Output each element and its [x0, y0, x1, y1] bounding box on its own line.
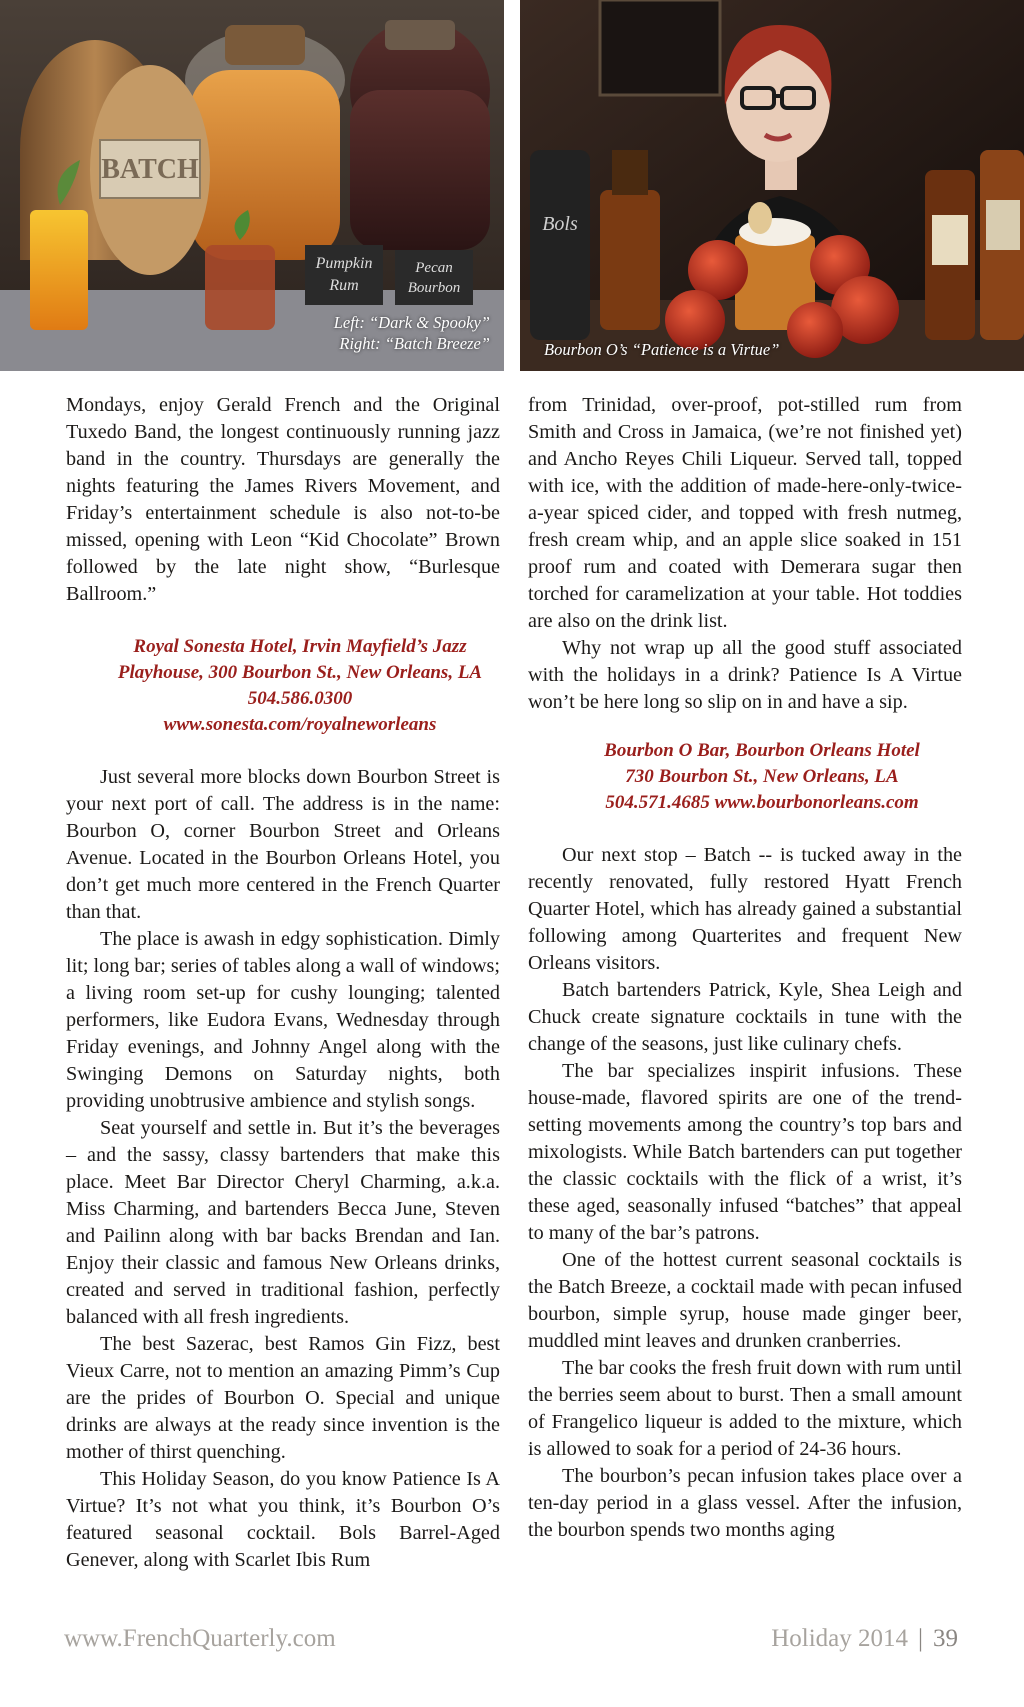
caption-left-line2: Right: “Batch Breeze”	[339, 334, 490, 353]
sign-pecan-line2: Bourbon	[407, 280, 461, 296]
photo-batch-cocktails	[0, 0, 504, 371]
venue-royal-sonesta-phone: 504.586.0300	[247, 688, 353, 709]
footer-issue-page	[771, 1625, 958, 1653]
venue-royal-sonesta-line2: Playhouse, 300 Bourbon St., New Orleans, LA	[117, 662, 483, 683]
venue-royal-sonesta-line1: Royal Sonesta Hotel, Irvin Mayfield’s Jazz	[133, 636, 467, 657]
paragraph: Mondays, enjoy Gerald French and the Original Tuxedo Band, the longest continuously running jazz band in the country. Thursdays are generally the nights featuring the James Rivers Movement, and Friday’s entertainment schedule is also not-to-be missed, opening with Leon “Kid Chocolate” Brown followed by the late night show, “Burlesque Ballroom.”	[66, 394, 500, 605]
paragraph: Seat yourself and settle in. But it’s the beverages – and the sassy, classy bartenders that make this place. Meet Bar Director Cheryl Charming, a.k.a. Miss Charming, and bartenders Becca June, Steven and Pailinn along with bar backs Brendan and Ian. Enjoy their classic and famous New Orleans drinks, created and served in traditional fashion, perfectly balanced with all fresh ingredients.	[66, 1117, 500, 1328]
footer-issue: Holiday 2014	[771, 1625, 908, 1652]
paragraph: Our next stop – Batch -- is tucked away in the recently renovated, fully restored Hyatt French Quarter Hotel, which has already gained a substantial following among Quarterites and frequent New Orleans visitors.	[528, 844, 962, 974]
page-number: 39	[933, 1625, 958, 1652]
article-right-column	[528, 392, 962, 1544]
paragraph: Just several more blocks down Bourbon Street is your next port of call. The address is in the name: Bourbon O, corner Bourbon Street and Orleans Avenue. Located in the Bourbon Orleans Hotel, you don’t get much more centered in the French Quarter than that.	[66, 766, 500, 923]
paragraph: The bar cooks the fresh fruit down with rum until the berries seem about to burst. Then a small amount of Frangelico liqueur is added to the mixture, which is allowed to soak for a period of 24-36 hours.	[528, 1357, 962, 1460]
venue-bourbon-o-contact[interactable]: 504.571.4685 www.bourbonorleans.com	[605, 792, 919, 813]
paragraph: The bar specializes inspirit infusions. These house-made, flavored spirits are one of the trend-setting movements among the country’s top bars and mixologists. While Batch bartenders can put together the classic cocktails with the flick of a wrist, it’s these aged, seasonally infused “batches” that appeal to many of the bar’s patrons.	[528, 1060, 962, 1244]
photo-left-caption	[334, 312, 490, 354]
paragraph: This Holiday Season, do you know Patience Is A Virtue? It’s not what you think, it’s Bourbon O’s featured seasonal cocktail. Bols Barrel-Aged Genever, along with Scarlet Ibis Rum	[66, 1468, 500, 1571]
bols-bottle-label: Bols	[542, 213, 578, 235]
footer-separator: |	[917, 1625, 923, 1652]
venue-bourbon-o-line1: Bourbon O Bar, Bourbon Orleans Hotel	[604, 740, 920, 761]
paragraph: Why not wrap up all the good stuff associated with the holidays in a drink? Patience Is A Virtue won’t be here long so slip on in and have a sip.	[528, 637, 962, 713]
sign-pumpkin-line2: Rum	[329, 277, 359, 294]
footer-website[interactable]: www.FrenchQuarterly.com	[64, 1625, 336, 1652]
photo-right-caption: Bourbon O’s “Patience is a Virtue”	[544, 340, 780, 359]
photo-bartender	[520, 0, 1024, 371]
paragraph: The bourbon’s pecan infusion takes place over a ten-day period in a glass vessel. After the infusion, the bourbon spends two months aging	[528, 1465, 962, 1541]
paragraph: Batch bartenders Patrick, Kyle, Shea Leigh and Chuck create signature cocktails in tune with the change of the seasons, just like culinary chefs.	[528, 979, 962, 1055]
paragraph: One of the hottest current seasonal cocktails is the Batch Breeze, a cocktail made with pecan infused bourbon, simple syrup, house made ginger beer, muddled mint leaves and drunken cranberries.	[528, 1249, 962, 1352]
paragraph: The place is awash in edgy sophistication. Dimly lit; long bar; series of tables along a wall of windows; a living room set-up for cushy lounging; talented performers, like Eudora Evans, Wednesday through Friday evenings, and Johnny Angel along with the Swinging Demons on Saturday nights, both providing unobtrusive ambience and stylish songs.	[66, 928, 500, 1112]
paragraph: The best Sazerac, best Ramos Gin Fizz, best Vieux Carre, not to mention an amazing Pimm’s Cup are the prides of Bourbon O. Special and unique drinks are always at the ready since invention is the mother of thirst quenching.	[66, 1333, 500, 1463]
bartender-illustration	[520, 0, 1024, 371]
venue-bourbon-o-line2: 730 Bourbon St., New Orleans, LA	[625, 766, 899, 787]
sign-pecan-line1: Pecan	[415, 260, 453, 276]
article-left-column	[66, 392, 500, 1574]
sign-pumpkin-line1: Pumpkin	[315, 255, 373, 272]
venue-royal-sonesta-url[interactable]: www.sonesta.com/royalneworleans	[163, 714, 437, 735]
paragraph: from Trinidad, over-proof, pot-stilled rum from Smith and Cross in Jamaica, (we’re not finished yet) and Ancho Reyes Chili Liqueur. Served tall, topped with ice, with the addition of made-here-only-twice-a-year spiced cider, and topped with fresh nutmeg, fresh cream whip, and an apple slice soaked in 151 proof rum and coated with Demerara sugar then torched for caramelization at your table. Hot toddies are also on the drink list.	[528, 394, 962, 632]
caption-left-line1: Left: “Dark & Spooky”	[333, 313, 490, 332]
barrel-label: BATCH	[101, 154, 199, 185]
